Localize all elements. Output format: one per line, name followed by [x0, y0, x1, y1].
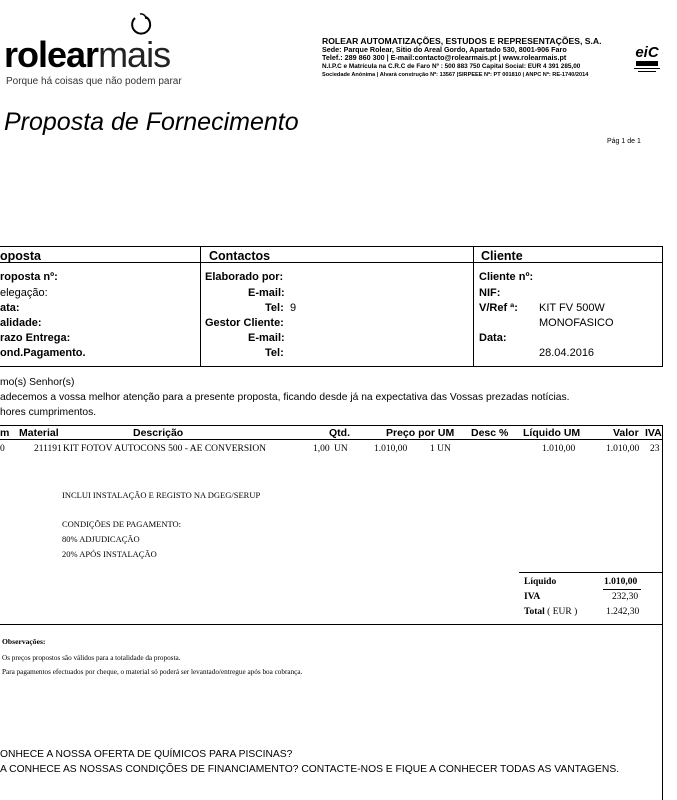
totals-top-rule — [519, 572, 663, 573]
gestor-tel-label: Tel: — [265, 347, 284, 359]
observacoes-heading: Observações: — [2, 637, 46, 646]
table-header-rule — [0, 439, 663, 440]
elaborado-por-label: Elaborado por: — [205, 271, 284, 283]
greeting-body: adecemos a vossa melhor atenção para a presente proposta, ficando desde já na expectativa das Vossas prezadas notícias. — [0, 392, 570, 403]
info-header-rule — [0, 262, 663, 263]
totals-total-row — [524, 607, 577, 617]
totals-bottom-rule — [0, 624, 663, 625]
item-note: CONDIÇÕES DE PAGAMENTO: — [62, 519, 182, 529]
totals-liquido-underline — [603, 589, 641, 590]
item-note: 80% ADJUDICAÇÃO — [62, 534, 140, 544]
col-qtd: Qtd. — [329, 427, 350, 439]
totals-liquido-label: Líquido — [524, 577, 557, 587]
totals-total-value: 1.242,30 — [606, 607, 640, 617]
company-info — [322, 37, 601, 80]
logo-tagline: Porque há coisas que não podem parar — [6, 76, 182, 87]
company-logo — [4, 34, 170, 76]
greeting-closing: hores cumprimentos. — [0, 407, 97, 418]
document-title: Proposta de Fornecimento — [4, 108, 299, 136]
cliente-heading: Cliente — [481, 249, 523, 263]
row-qtd: 1,00 — [313, 444, 330, 454]
col-material: Material — [19, 427, 59, 439]
cond-pagamento-label: ond.Pagamento. — [0, 347, 86, 359]
validade-label: alidade: — [0, 317, 42, 329]
company-licences: Sociedade Anónima | Alvará construção Nº: 13567 |SIRPEEE Nº: PT 001810 | ANPC Nº: RE-1740/2014 — [322, 72, 589, 79]
logo-text-light: mais — [98, 34, 171, 75]
tel-label: Tel: — [265, 302, 284, 314]
row-preco-unit: 1 UN — [430, 444, 451, 454]
col-descricao: Descrição — [133, 427, 184, 439]
totals-iva-value: 232,30 — [612, 592, 639, 602]
cliente-data-label: Data: — [479, 332, 507, 344]
item-note: 20% APÓS INSTALAÇÃO — [62, 549, 157, 559]
row-valor: 1.010,00 — [606, 444, 640, 454]
delegacao-label: elegação: — [0, 287, 48, 299]
proposta-no-label: roposta nº: — [0, 271, 58, 283]
info-top-rule — [0, 246, 663, 247]
eic-badge-logo — [632, 40, 662, 76]
info-bottom-rule — [0, 366, 663, 367]
footer-promo-line: A CONHECE AS NOSSAS CONDIÇÕES DE FINANCIAMENTO? CONTACTE-NOS E FIQUE A CONHECER TODAS AS VANTAGENS. — [0, 764, 620, 775]
company-address: Sede: Parque Rolear, Sitio do Areal Gordo, Apartado 530, 8001-906 Faro — [322, 44, 567, 54]
nif-label: NIF: — [479, 287, 501, 299]
vref-label: V/Ref ª: — [479, 302, 518, 314]
info-divider — [200, 246, 201, 366]
vref-value-2: MONOFASICO — [539, 317, 614, 329]
tel-value: 9 — [290, 302, 297, 314]
info-right-edge — [662, 246, 663, 366]
company-registration: N.I.P.C e Matrícula na C.R.C de Faro Nº : 500 883 750 Capital Social: EUR 4 391 285,00 — [322, 62, 581, 70]
col-iva: IVA — [645, 427, 662, 439]
row-liquido: 1.010,00 — [542, 444, 576, 454]
col-desc-pct: Desc % — [471, 427, 509, 439]
cliente-no-label: Cliente nº: — [479, 271, 534, 283]
observacoes-line: Os preços propostos são válidos para a totalidade da proposta. — [2, 654, 181, 662]
page-number: Pág 1 de 1 — [607, 138, 641, 145]
totals-iva-label: IVA — [524, 592, 541, 602]
footer-promo-line: ONHECE A NOSSA OFERTA DE QUÍMICOS PARA PISCINAS? — [0, 749, 293, 760]
cliente-data-value: 28.04.2016 — [539, 347, 595, 359]
totals-currency: ( EUR ) — [547, 607, 578, 617]
info-divider — [473, 246, 474, 366]
greeting-salutation: mo(s) Senhor(s) — [0, 377, 75, 388]
table-top-rule — [0, 425, 663, 426]
data-label: ata: — [0, 302, 20, 314]
logo-swirl-icon — [126, 12, 156, 38]
row-preco: 1.010,00 — [374, 444, 408, 454]
item-note: INCLUI INSTALAÇÃO E REGISTO NA DGEG/SERUP — [62, 490, 261, 500]
vref-value-1: KIT FV 500W — [539, 302, 605, 314]
proposta-heading: oposta — [0, 249, 41, 263]
col-valor: Valor — [613, 427, 639, 439]
prazo-entrega-label: razo Entrega: — [0, 332, 71, 344]
col-preco: Preço por UM — [386, 427, 455, 439]
col-item: m — [0, 427, 10, 439]
badge-text: eiC — [635, 44, 659, 61]
company-contacts: Telef.: 289 860 300 | E-mail:contacto@rolearmais.pt | www.rolearmais.pt — [322, 53, 567, 63]
totals-liquido-value: 1.010,00 — [604, 577, 638, 587]
contactos-heading: Contactos — [209, 249, 271, 263]
gestor-cliente-label: Gestor Cliente: — [205, 317, 284, 329]
company-name: ROLEAR AUTOMATIZAÇÕES, ESTUDOS E REPRESENTAÇÕES, S.A. — [322, 36, 602, 46]
row-item: 0 — [0, 444, 5, 454]
observacoes-line: Para pagamentos efectuados por cheque, o material só poderá ser levantado/entregue após boa cobrança. — [2, 668, 303, 676]
totals-total-label: Total — [524, 607, 545, 617]
gestor-email-label: E-mail: — [248, 332, 285, 344]
col-liquido: Líquido UM — [523, 427, 581, 439]
row-material: 211191 — [34, 444, 62, 454]
row-qtd-unit: UN — [334, 444, 348, 454]
row-descricao: KIT FOTOV AUTOCONS 500 - AE CONVERSION — [63, 444, 267, 454]
email-label: E-mail: — [248, 287, 285, 299]
logo-text-bold: rolear — [4, 34, 99, 75]
table-right-edge — [662, 425, 663, 800]
row-iva: 23 — [650, 444, 660, 454]
